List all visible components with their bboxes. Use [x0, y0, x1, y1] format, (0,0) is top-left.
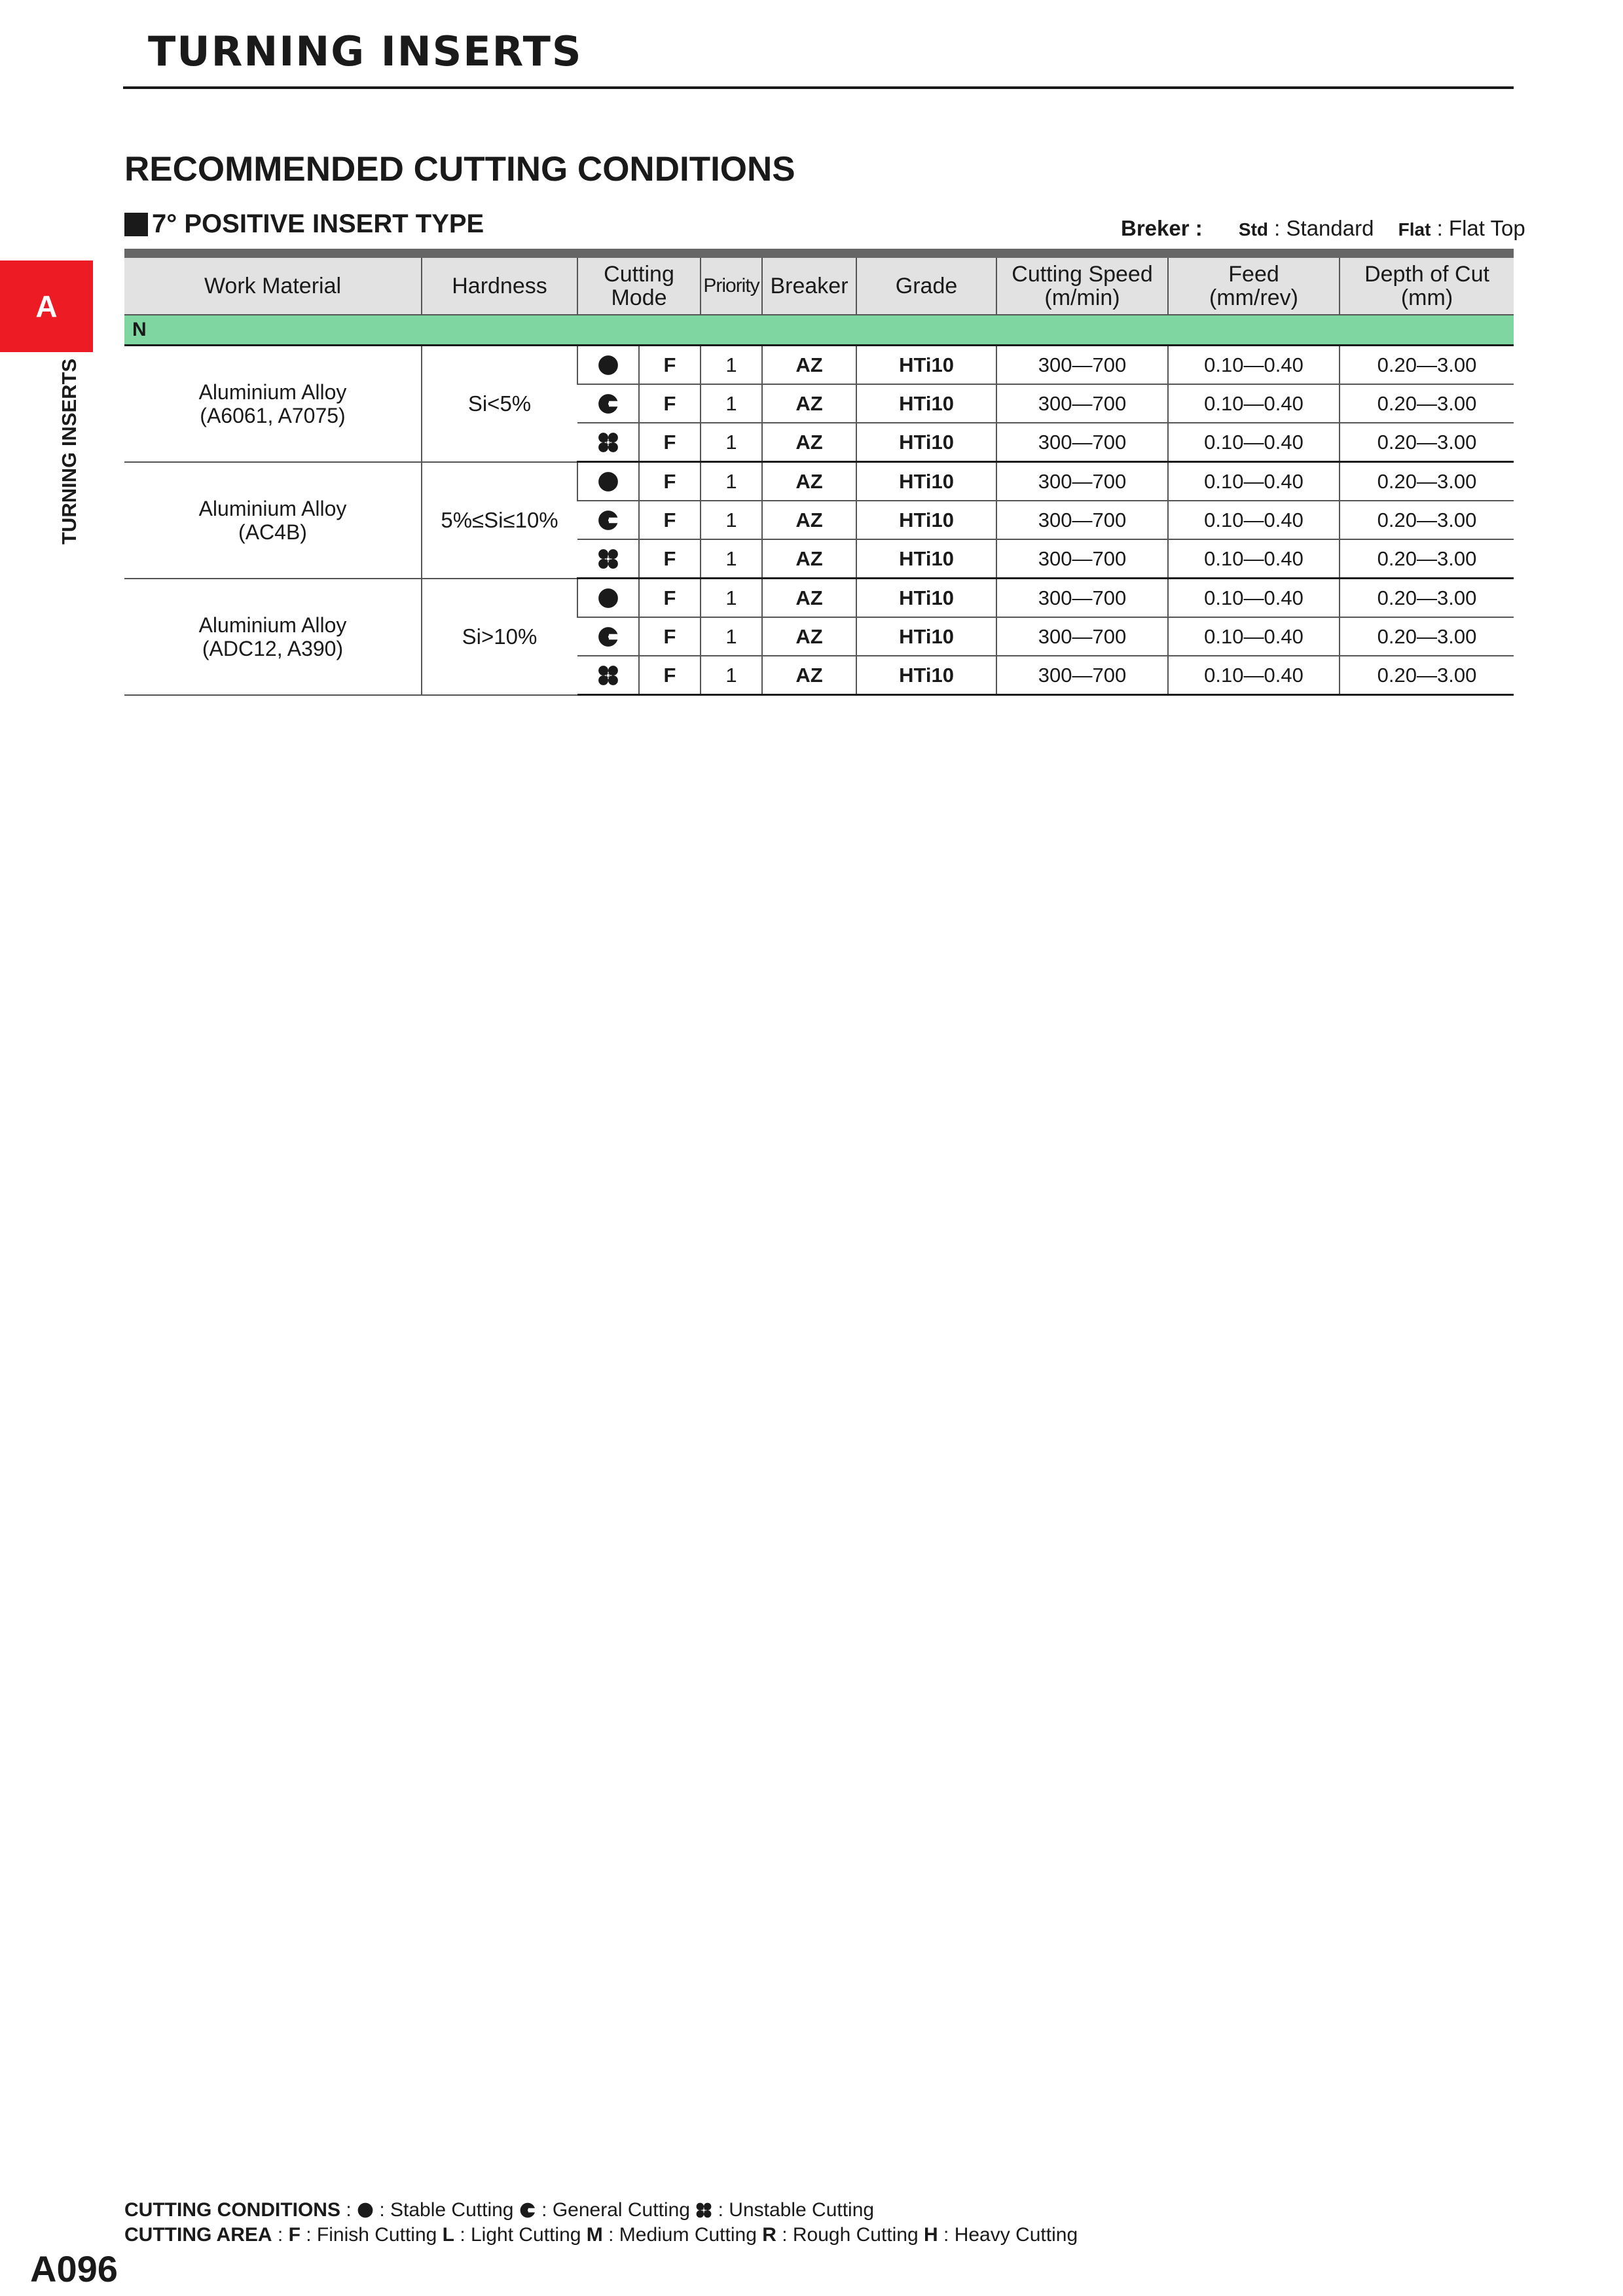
priority-cell: 1	[701, 539, 762, 579]
col-cutting-speed: Cutting Speed (m/min)	[996, 258, 1168, 315]
grade-cell: HTi10	[856, 462, 996, 501]
general-cutting-icon	[597, 393, 619, 415]
material-group-row	[124, 315, 1514, 346]
work-material-cell: Aluminium Alloy (A6061, A7075)	[124, 346, 422, 462]
speed-cell: 300—700	[996, 539, 1168, 579]
priority-cell: 1	[701, 617, 762, 656]
breaker-cell: AZ	[762, 656, 856, 695]
unstable-cutting-icon	[597, 664, 619, 687]
speed-cell: 300—700	[996, 384, 1168, 423]
priority-cell: 1	[701, 462, 762, 501]
col-hardness: Hardness	[422, 258, 577, 315]
grade-cell: HTi10	[856, 539, 996, 579]
table-row	[124, 579, 1514, 618]
cutting-area-cell: F	[639, 539, 701, 579]
cutting-area-cell: F	[639, 617, 701, 656]
side-section-label: TURNING INSERTS	[58, 358, 81, 545]
depth-cell: 0.20—3.00	[1340, 656, 1514, 695]
general-cutting-icon	[597, 626, 619, 648]
grade-cell: HTi10	[856, 656, 996, 695]
cutting-area-cell: F	[639, 656, 701, 695]
section-title: RECOMMENDED CUTTING CONDITIONS	[124, 150, 795, 188]
speed-cell: 300—700	[996, 501, 1168, 539]
unstable-cutting-icon	[695, 2202, 712, 2219]
breaker-legend-label: Breker :	[1121, 216, 1203, 240]
speed-cell: 300—700	[996, 579, 1168, 618]
table-row	[124, 462, 1514, 501]
depth-cell: 0.20—3.00	[1340, 617, 1514, 656]
cutting-area-cell: F	[639, 346, 701, 385]
page-number: A096	[30, 2248, 118, 2289]
general-cutting-icon	[597, 509, 619, 531]
breaker-cell: AZ	[762, 579, 856, 618]
cutting-conditions-table	[124, 258, 1514, 696]
grade-cell: HTi10	[856, 501, 996, 539]
feed-cell: 0.10—0.40	[1168, 617, 1340, 656]
speed-cell: 300—700	[996, 656, 1168, 695]
unstable-cutting-icon	[597, 431, 619, 454]
flat-text: : Flat Top	[1431, 216, 1525, 240]
grade-cell: HTi10	[856, 579, 996, 618]
section-tab-a[interactable]: A	[0, 260, 93, 352]
priority-cell: 1	[701, 501, 762, 539]
table-header-row	[124, 258, 1514, 315]
breaker-cell: AZ	[762, 617, 856, 656]
breaker-cell: AZ	[762, 501, 856, 539]
cutting-area-cell: F	[639, 579, 701, 618]
insert-type-title: 7° POSITIVE INSERT TYPE	[152, 209, 484, 238]
feed-cell: 0.10—0.40	[1168, 462, 1340, 501]
general-cutting-icon	[519, 2202, 536, 2219]
grade-cell: HTi10	[856, 384, 996, 423]
feed-cell: 0.10—0.40	[1168, 423, 1340, 462]
stable-cutting-icon	[597, 471, 619, 493]
grade-cell: HTi10	[856, 617, 996, 656]
unstable-cutting-icon	[597, 548, 619, 570]
speed-cell: 300—700	[996, 346, 1168, 385]
breaker-legend	[1121, 216, 1525, 241]
breaker-cell: AZ	[762, 423, 856, 462]
material-group-label: N	[124, 315, 1514, 346]
feed-cell: 0.10—0.40	[1168, 579, 1340, 618]
breaker-cell: AZ	[762, 346, 856, 385]
cutting-area-cell: F	[639, 384, 701, 423]
std-abbr: Std	[1238, 219, 1269, 240]
stable-cutting-icon	[357, 2202, 374, 2219]
depth-cell: 0.20—3.00	[1340, 501, 1514, 539]
col-breaker: Breaker	[762, 258, 856, 315]
col-cutting-mode: Cutting Mode	[577, 258, 701, 315]
insert-type-heading	[124, 209, 484, 239]
page-title: TURNING INSERTS	[148, 27, 583, 75]
cutting-area-cell: F	[639, 423, 701, 462]
grade-cell: HTi10	[856, 423, 996, 462]
priority-cell: 1	[701, 579, 762, 618]
depth-cell: 0.20—3.00	[1340, 579, 1514, 618]
priority-cell: 1	[701, 384, 762, 423]
std-text: : Standard	[1268, 216, 1374, 240]
breaker-cell: AZ	[762, 462, 856, 501]
stable-cutting-icon	[597, 587, 619, 609]
cutting-conditions-legend: CUTTING CONDITIONS : : Stable Cutting : General Cutting : Unstable Cutting	[124, 2199, 875, 2221]
depth-cell: 0.20—3.00	[1340, 423, 1514, 462]
breaker-cell: AZ	[762, 384, 856, 423]
cutting-area-cell: F	[639, 462, 701, 501]
depth-cell: 0.20—3.00	[1340, 384, 1514, 423]
depth-cell: 0.20—3.00	[1340, 539, 1514, 579]
feed-cell: 0.10—0.40	[1168, 346, 1340, 385]
col-priority: Priority	[701, 258, 762, 315]
table-row	[124, 346, 1514, 385]
depth-cell: 0.20—3.00	[1340, 462, 1514, 501]
feed-cell: 0.10—0.40	[1168, 501, 1340, 539]
feed-cell: 0.10—0.40	[1168, 384, 1340, 423]
speed-cell: 300—700	[996, 462, 1168, 501]
priority-cell: 1	[701, 346, 762, 385]
col-grade: Grade	[856, 258, 996, 315]
priority-cell: 1	[701, 656, 762, 695]
footer-legend	[124, 2198, 1078, 2248]
depth-cell: 0.20—3.00	[1340, 346, 1514, 385]
col-feed: Feed (mm/rev)	[1168, 258, 1340, 315]
hardness-cell: Si<5%	[422, 346, 577, 462]
flat-abbr: Flat	[1398, 219, 1431, 240]
col-work-material: Work Material	[124, 258, 422, 315]
cutting-area-cell: F	[639, 501, 701, 539]
work-material-cell: Aluminium Alloy (ADC12, A390)	[124, 579, 422, 695]
hardness-cell: Si>10%	[422, 579, 577, 695]
speed-cell: 300—700	[996, 423, 1168, 462]
cutting-conditions-table-wrap	[124, 249, 1514, 696]
grade-cell: HTi10	[856, 346, 996, 385]
breaker-cell: AZ	[762, 539, 856, 579]
page-header	[123, 0, 1514, 89]
priority-cell: 1	[701, 423, 762, 462]
cutting-area-legend: CUTTING AREA : F : Finish Cutting L : Light Cutting M : Medium Cutting R : Rough Cutting H : Heavy Cutting	[124, 2224, 1078, 2246]
feed-cell: 0.10—0.40	[1168, 656, 1340, 695]
stable-cutting-icon	[597, 354, 619, 376]
square-bullet-icon	[124, 213, 148, 236]
feed-cell: 0.10—0.40	[1168, 539, 1340, 579]
col-depth-of-cut: Depth of Cut (mm)	[1340, 258, 1514, 315]
work-material-cell: Aluminium Alloy (AC4B)	[124, 462, 422, 579]
speed-cell: 300—700	[996, 617, 1168, 656]
hardness-cell: 5%≤Si≤10%	[422, 462, 577, 579]
